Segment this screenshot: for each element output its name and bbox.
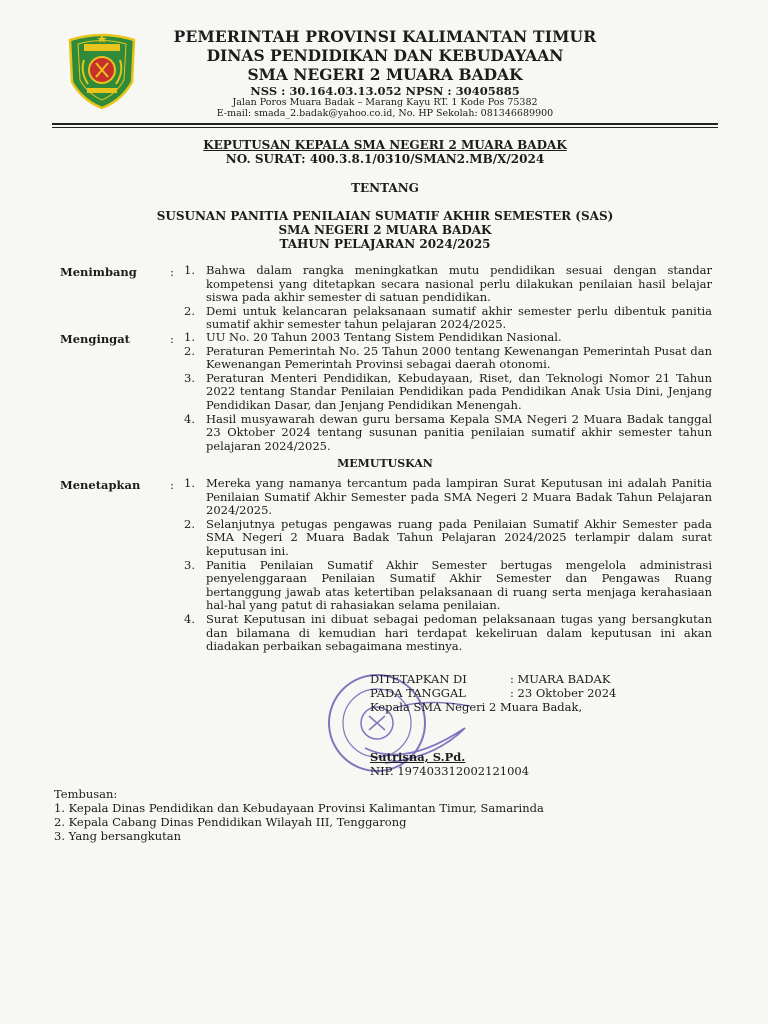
- signer-position: Kepala SMA Negeri 2 Muara Badak,: [370, 700, 583, 714]
- list-item: 2. Selanjutnya petugas pengawas ruang pada Penilaian Sumatif Akhir Semester pada SMA Negeri 2 Muara Badak Tahun Pelajaran 2024/2025 terlampir dalam surat keputusan ini.: [184, 516, 712, 558]
- list-item: 2. Demi untuk kelancaran pelaksanaan sumatif akhir semester perlu dibentuk panitia sumatif akhir semester tahun pelajaran 2024/2025.: [184, 303, 712, 332]
- list-item: 1. UU No. 20 Tahun 2003 Tentang Sistem Pendidikan Nasional.: [184, 330, 562, 344]
- place-label: DITETAPKAN DI: [370, 672, 467, 686]
- tentang-heading: TENTANG: [351, 181, 419, 195]
- list-item: 4. Hasil musyawarah dewan guru bersama Kepala SMA Negeri 2 Muara Badak tanggal 23 Oktober 2024 tentang susunan panitia penilaian sumatif akhir semester tahun pelajaran 2024/2025.: [184, 411, 712, 453]
- tembusan-item: 1. Kepala Dinas Pendidikan dan Kebudayaan Provinsi Kalimantan Timur, Samarinda: [54, 801, 544, 815]
- subject-line-2: SMA NEGERI 2 MUARA BADAK: [278, 223, 492, 237]
- place-value: : MUARA BADAK: [510, 672, 611, 686]
- menimbang-colon: :: [170, 265, 174, 279]
- signer-nip: NIP. 197403312002121004: [370, 764, 530, 778]
- date-label: PADA TANGGAL: [370, 686, 466, 700]
- school-name: SMA NEGERI 2 MUARA BADAK: [247, 65, 523, 84]
- list-item: 3. Panitia Penilaian Sumatif Akhir Semester bertugas mengelola administrasi penyelenggaraan Penilaian Sumatif Akhir Semester dan Pengawas Ruang bertanggung jawab atas ketertiban pelaksanaan di ruang serta menjaga kerahasiaan hal-hal yang patut di rahasiakan selama penilaian.: [184, 557, 712, 613]
- list-item: 4. Surat Keputusan ini dibuat sebagai pedoman pelaksanaan tugas yang bersangkutan dan bilamana di kemudian hari terdapat kekeliruan dalam keputusan ini akan diadakan perbaikan sebagaimana mestinya.: [184, 611, 712, 654]
- list-item: 1. Bahwa dalam rangka meningkatkan mutu pendidikan sesuai dengan standar kompetensi yang ditetapkan secara nasional perlu dilakukan penilaian hasil belajar siswa pada akhir semester di satuan pendidikan.: [184, 263, 712, 305]
- decree-number: NO. SURAT: 400.3.8.1/0310/SMAN2.MB/X/2024: [225, 152, 545, 166]
- letterhead-rule-thick: [52, 123, 718, 125]
- department-name: DINAS PENDIDIKAN DAN KEBUDAYAAN: [206, 46, 564, 65]
- date-value: : 23 Oktober 2024: [510, 686, 617, 700]
- school-contact: E-mail: smada_2.badak@yahoo.co.id, No. HP Sekolah: 081346689900: [216, 108, 554, 119]
- subject-line-1: SUSUNAN PANITIA PENILAIAN SUMATIF AKHIR SEMESTER (SAS): [156, 209, 614, 223]
- tembusan-label: Tembusan:: [54, 787, 118, 801]
- mengingat-list: [184, 331, 712, 453]
- menimbang-label: Menimbang: [60, 265, 137, 279]
- letterhead-rule-thin: [52, 127, 718, 128]
- kaltim-emblem-logo: [62, 30, 142, 110]
- menimbang-list: [184, 264, 712, 332]
- school-address: Jalan Poros Muara Badak – Marang Kayu RT. 1 Kode Pos 75382: [232, 97, 538, 108]
- mengingat-colon: :: [170, 332, 174, 346]
- list-item: 2. Peraturan Pemerintah No. 25 Tahun 2000 tentang Kewenangan Pemerintah Pusat dan Kewenangan Pemerintah Provinsi sebagai daerah otonomi.: [184, 343, 712, 372]
- signer-name: Sutrisna, S.Pd.: [370, 750, 466, 764]
- menetapkan-label: Menetapkan: [60, 478, 141, 492]
- list-item: 1. Mereka yang namanya tercantum pada lampiran Surat Keputusan ini adalah Panitia Penilaian Sumatif Akhir Semester pada SMA Negeri 2 Muara Badak Tahun Pelajaran 2024/2025.: [184, 476, 712, 518]
- tembusan-item: 3. Yang bersangkutan: [54, 829, 182, 843]
- memutuskan-heading: MEMUTUSKAN: [337, 457, 433, 470]
- tembusan-item: 2. Kepala Cabang Dinas Pendidikan Wilayah III, Tenggarong: [54, 815, 407, 829]
- menetapkan-colon: :: [170, 478, 174, 492]
- menetapkan-list: [184, 477, 712, 654]
- school-ids: NSS : 30.164.03.13.052 NPSN : 30405885: [250, 84, 520, 98]
- list-item: 3. Peraturan Menteri Pendidikan, Kebudayaan, Riset, dan Teknologi Nomor 21 Tahun 2022 tentang Standar Penilaian Pendidikan pada Pendidikan Anak Usia Dini, Jenjang Pendidikan Dasar, dan Jenjang Pendidikan Menengah.: [184, 370, 712, 412]
- subject-line-3: TAHUN PELAJARAN 2024/2025: [279, 237, 491, 251]
- decree-title: KEPUTUSAN KEPALA SMA NEGERI 2 MUARA BADAK: [203, 138, 567, 152]
- mengingat-label: Mengingat: [60, 332, 130, 346]
- gov-name: PEMERINTAH PROVINSI KALIMANTAN TIMUR: [173, 27, 597, 46]
